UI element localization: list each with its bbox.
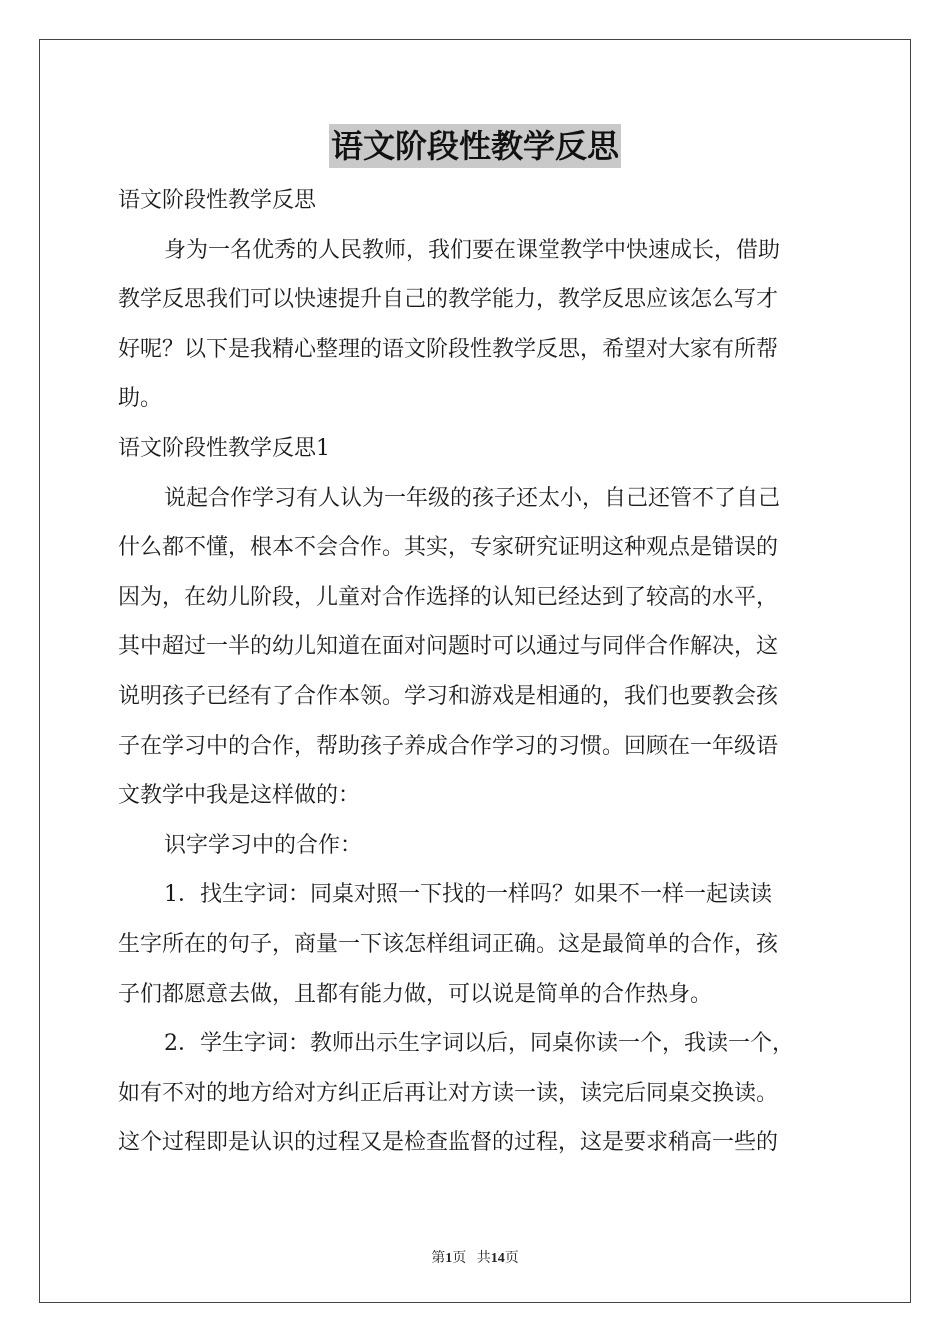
document-title: 语文阶段性教学反思 [329, 124, 621, 168]
body-line: 什么都不懂，根本不会合作。其实，专家研究证明这种观点是错误的 [118, 535, 779, 561]
total-pages: 14 [490, 1251, 505, 1266]
body-line: 子在学习中的合作，帮助孩子养成合作学习的习惯。回顾在一年级语 [118, 733, 779, 759]
body-line: 身为一名优秀的人民教师，我们要在课堂教学中快速成长，借助 [164, 237, 781, 263]
body-line: 好呢？以下是我精心整理的语文阶段性教学反思，希望对大家有所帮 [118, 336, 779, 362]
page-suffix: 页 [452, 1251, 467, 1266]
page-number: 1 [445, 1251, 453, 1266]
body-line: 因为，在幼儿阶段，儿童对合作选择的认知已经达到了较高的水平， [118, 584, 779, 610]
page-prefix: 第 [431, 1251, 446, 1266]
body-line: 2．学生字词：教师出示生字词以后，同桌你读一个，我读一个， [164, 1031, 794, 1057]
body-line: 说明孩子已经有了合作本领。学习和游戏是相通的，我们也要教会孩 [118, 683, 779, 709]
page-footer [0, 1247, 950, 1267]
body-line: 助。 [118, 386, 163, 412]
body-line: 语文阶段性教学反思 [118, 188, 317, 213]
body-line: 其中超过一半的幼儿知道在面对问题时可以通过与同伴合作解决，这 [118, 634, 779, 660]
document-body [118, 176, 838, 1168]
body-line: 生字所在的句子，商量一下该怎样组词正确。这是最简单的合作，孩 [118, 931, 779, 957]
body-line: 这个过程即是认识的过程又是检查监督的过程，这是要求稍高一些的 [118, 1130, 779, 1156]
body-line: 如有不对的地方给对方纠正后再让对方读一读，读完后同桌交换读。 [118, 1080, 779, 1106]
total-prefix: 共 [476, 1251, 491, 1266]
body-line: 1．找生字词：同桌对照一下找的一样吗？如果不一样一起读读 [164, 882, 772, 908]
title-container [0, 124, 950, 168]
total-suffix: 页 [504, 1251, 519, 1266]
body-line: 识字学习中的合作： [164, 832, 363, 858]
section-heading: 语文阶段性教学反思1 [118, 435, 330, 461]
body-line: 文教学中我是这样做的： [118, 783, 361, 809]
body-line: 教学反思我们可以快速提升自己的教学能力，教学反思应该怎么写才 [118, 287, 779, 313]
body-line: 说起合作学习有人认为一年级的孩子还太小，自己还管不了自己 [164, 485, 781, 511]
body-line: 子们都愿意去做，且都有能力做，可以说是简单的合作热身。 [118, 981, 713, 1007]
